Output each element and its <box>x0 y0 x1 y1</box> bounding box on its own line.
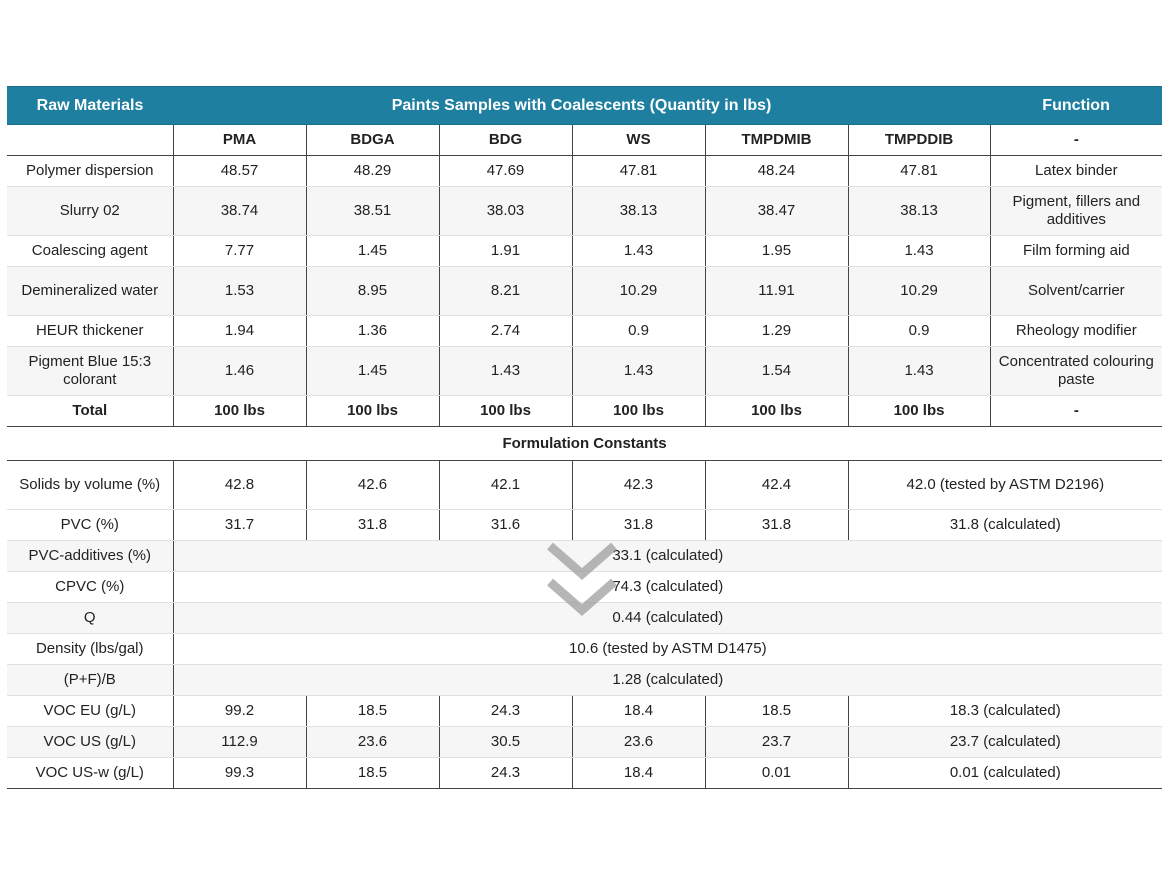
cell-value: 31.8 <box>705 510 848 541</box>
table-row <box>7 267 1162 316</box>
cell-value: 18.4 <box>572 758 705 789</box>
table-row <box>7 461 1162 510</box>
row-label: Q <box>7 603 173 634</box>
row-label: CPVC (%) <box>7 572 173 603</box>
cell-value: 42.3 <box>572 461 705 510</box>
formulation-constants-title: Formulation Constants <box>7 427 1162 461</box>
cell-value: 24.3 <box>439 758 572 789</box>
cell-value: 1.43 <box>848 347 990 396</box>
row-function: Concentrated colouring paste <box>990 347 1162 396</box>
cell-value: 38.03 <box>439 187 572 236</box>
cell-value: 47.81 <box>848 156 990 187</box>
table-row <box>7 634 1162 665</box>
cell-value: 0.9 <box>572 316 705 347</box>
cell-value: 1.29 <box>705 316 848 347</box>
table-row <box>7 510 1162 541</box>
table-header-row <box>7 87 1162 125</box>
column-function-dash: - <box>990 125 1162 156</box>
samples-header: Paints Samples with Coalescents (Quantity in lbs) <box>173 87 990 125</box>
total-value: 100 lbs <box>439 396 572 427</box>
total-value: 100 lbs <box>306 396 439 427</box>
cell-value: 1.43 <box>572 347 705 396</box>
cell-value: 1.94 <box>173 316 306 347</box>
cell-value: 23.7 <box>705 727 848 758</box>
row-label: VOC US (g/L) <box>7 727 173 758</box>
cell-value: 11.91 <box>705 267 848 316</box>
cell-value: 1.54 <box>705 347 848 396</box>
row-function: Pigment, fillers and additives <box>990 187 1162 236</box>
row-label: HEUR thickener <box>7 316 173 347</box>
cell-value: 38.47 <box>705 187 848 236</box>
cell-value: 31.6 <box>439 510 572 541</box>
cell-value: 112.9 <box>173 727 306 758</box>
cell-value: 1.36 <box>306 316 439 347</box>
row-summary: 23.7 (calculated) <box>848 727 1162 758</box>
cell-value: 48.29 <box>306 156 439 187</box>
formulation-table <box>7 86 1162 789</box>
sample-columns-row <box>7 125 1162 156</box>
table-row <box>7 316 1162 347</box>
row-summary: 0.44 (calculated) <box>173 603 1162 634</box>
table-row <box>7 727 1162 758</box>
total-row <box>7 396 1162 427</box>
row-summary: 42.0 (tested by ASTM D2196) <box>848 461 1162 510</box>
row-label: Solids by volume (%) <box>7 461 173 510</box>
table-row <box>7 603 1162 634</box>
cell-value: 18.4 <box>572 696 705 727</box>
cell-value: 23.6 <box>572 727 705 758</box>
cell-value: 31.8 <box>306 510 439 541</box>
row-summary: 10.6 (tested by ASTM D1475) <box>173 634 1162 665</box>
row-label: Slurry 02 <box>7 187 173 236</box>
row-label: PVC (%) <box>7 510 173 541</box>
cell-value: 38.13 <box>848 187 990 236</box>
table-row <box>7 572 1162 603</box>
table-row <box>7 665 1162 696</box>
table-row <box>7 347 1162 396</box>
column-bdg: BDG <box>439 125 572 156</box>
row-label: (P+F)/B <box>7 665 173 696</box>
cell-value: 1.95 <box>705 236 848 267</box>
row-summary: 31.8 (calculated) <box>848 510 1162 541</box>
table-row <box>7 187 1162 236</box>
row-label: Demineralized water <box>7 267 173 316</box>
cell-value: 18.5 <box>306 758 439 789</box>
cell-value: 48.24 <box>705 156 848 187</box>
row-summary: 33.1 (calculated) <box>173 541 1162 572</box>
cell-value: 38.74 <box>173 187 306 236</box>
column-tmpdmib: TMPDMIB <box>705 125 848 156</box>
cell-value: 31.7 <box>173 510 306 541</box>
table-row <box>7 236 1162 267</box>
row-label: PVC-additives (%) <box>7 541 173 572</box>
cell-value: 99.3 <box>173 758 306 789</box>
cell-value: 0.01 <box>705 758 848 789</box>
cell-value: 18.5 <box>705 696 848 727</box>
total-function: - <box>990 396 1162 427</box>
cell-value: 48.57 <box>173 156 306 187</box>
cell-value: 18.5 <box>306 696 439 727</box>
table-row <box>7 156 1162 187</box>
column-pma: PMA <box>173 125 306 156</box>
table-row <box>7 696 1162 727</box>
cell-value: 1.45 <box>306 347 439 396</box>
cell-value: 42.4 <box>705 461 848 510</box>
column-tmpddib: TMPDDIB <box>848 125 990 156</box>
total-value: 100 lbs <box>848 396 990 427</box>
row-summary: 0.01 (calculated) <box>848 758 1162 789</box>
cell-value: 8.21 <box>439 267 572 316</box>
empty-corner-cell <box>7 125 173 156</box>
total-label: Total <box>7 396 173 427</box>
row-label: Density (lbs/gal) <box>7 634 173 665</box>
cell-value: 47.81 <box>572 156 705 187</box>
cell-value: 42.1 <box>439 461 572 510</box>
formulation-constants-heading-row <box>7 427 1162 461</box>
cell-value: 1.43 <box>848 236 990 267</box>
row-function: Solvent/carrier <box>990 267 1162 316</box>
cell-value: 38.13 <box>572 187 705 236</box>
cell-value: 0.9 <box>848 316 990 347</box>
row-label: VOC EU (g/L) <box>7 696 173 727</box>
function-header: Function <box>990 87 1162 125</box>
row-label: Polymer dispersion <box>7 156 173 187</box>
cell-value: 10.29 <box>848 267 990 316</box>
cell-value: 24.3 <box>439 696 572 727</box>
row-summary: 1.28 (calculated) <box>173 665 1162 696</box>
cell-value: 1.43 <box>572 236 705 267</box>
row-label: Pigment Blue 15:3 colorant <box>7 347 173 396</box>
row-function: Rheology modifier <box>990 316 1162 347</box>
cell-value: 99.2 <box>173 696 306 727</box>
cell-value: 10.29 <box>572 267 705 316</box>
row-function: Film forming aid <box>990 236 1162 267</box>
raw-materials-header: Raw Materials <box>7 87 173 125</box>
cell-value: 47.69 <box>439 156 572 187</box>
total-value: 100 lbs <box>705 396 848 427</box>
cell-value: 23.6 <box>306 727 439 758</box>
cell-value: 31.8 <box>572 510 705 541</box>
column-ws: WS <box>572 125 705 156</box>
row-summary: 18.3 (calculated) <box>848 696 1162 727</box>
table-row <box>7 758 1162 789</box>
column-bdga: BDGA <box>306 125 439 156</box>
cell-value: 2.74 <box>439 316 572 347</box>
total-value: 100 lbs <box>173 396 306 427</box>
cell-value: 7.77 <box>173 236 306 267</box>
cell-value: 1.43 <box>439 347 572 396</box>
cell-value: 42.8 <box>173 461 306 510</box>
row-label: Coalescing agent <box>7 236 173 267</box>
cell-value: 1.45 <box>306 236 439 267</box>
formulation-table-container <box>7 86 1162 789</box>
row-summary: 74.3 (calculated) <box>173 572 1162 603</box>
total-value: 100 lbs <box>572 396 705 427</box>
cell-value: 42.6 <box>306 461 439 510</box>
row-label: VOC US-w (g/L) <box>7 758 173 789</box>
cell-value: 1.91 <box>439 236 572 267</box>
cell-value: 8.95 <box>306 267 439 316</box>
cell-value: 1.46 <box>173 347 306 396</box>
cell-value: 38.51 <box>306 187 439 236</box>
cell-value: 30.5 <box>439 727 572 758</box>
cell-value: 1.53 <box>173 267 306 316</box>
row-function: Latex binder <box>990 156 1162 187</box>
table-row <box>7 541 1162 572</box>
